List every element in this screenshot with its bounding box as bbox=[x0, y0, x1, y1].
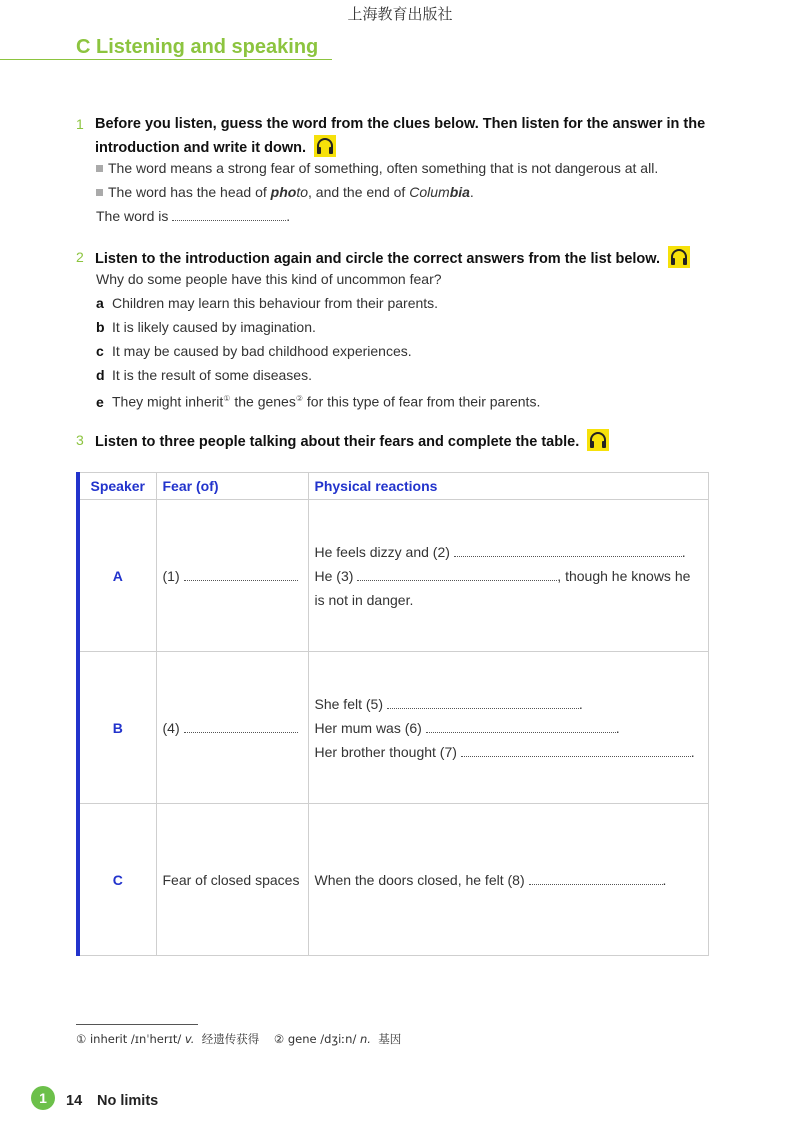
clue-1: The word means a strong fear of something, often something that is not dangerous at all. bbox=[96, 158, 658, 178]
speaker-cell: B bbox=[78, 652, 156, 804]
blank-6[interactable] bbox=[426, 720, 616, 733]
page-number: 14 bbox=[66, 1093, 83, 1109]
question-2-instruction: Listen to the introduction again and circle the correct answers from the list below. bbox=[95, 246, 755, 270]
question-1-number: 1 bbox=[76, 116, 84, 132]
headphones-icon[interactable] bbox=[587, 429, 609, 451]
section-divider bbox=[0, 59, 332, 60]
answer-line: The word is . bbox=[96, 208, 291, 224]
reactions-cell: When the doors closed, he felt (8) . bbox=[308, 804, 709, 956]
publisher-name: 上海教育出版社 bbox=[347, 5, 453, 23]
blank-8[interactable] bbox=[529, 872, 663, 885]
option-c[interactable]: c It may be caused by bad childhood experiences. bbox=[96, 343, 412, 359]
option-a[interactable]: a Children may learn this behaviour from their parents. bbox=[96, 295, 439, 311]
question-2-number: 2 bbox=[76, 249, 84, 265]
blank-3[interactable] bbox=[357, 568, 557, 581]
headphones-icon[interactable] bbox=[314, 135, 336, 157]
clue-2: The word has the head of photo, and the end of Columbia. bbox=[96, 182, 474, 202]
table-row bbox=[78, 500, 709, 652]
table-row bbox=[78, 804, 709, 956]
square-bullet-icon bbox=[96, 165, 103, 172]
blank-2[interactable] bbox=[454, 544, 682, 557]
question-3-instruction: Listen to three people talking about their fears and complete the table. bbox=[95, 429, 715, 453]
blank-1[interactable] bbox=[184, 568, 298, 581]
speaker-cell: A bbox=[78, 500, 156, 652]
headphones-icon[interactable] bbox=[668, 246, 690, 268]
fears-table bbox=[76, 472, 709, 956]
question-2-prompt: Why do some people have this kind of uncommon fear? bbox=[96, 271, 442, 287]
reactions-cell: She felt (5) . Her mum was (6) . Her brother thought (7) . bbox=[308, 652, 709, 804]
footnote-divider bbox=[76, 1024, 198, 1025]
square-bullet-icon bbox=[96, 189, 103, 196]
table-row bbox=[78, 652, 709, 804]
fear-cell: (1) bbox=[156, 500, 308, 652]
question-1-instruction bbox=[95, 113, 735, 159]
section-title: C Listening and speaking bbox=[76, 36, 319, 58]
header-reactions: Physical reactions bbox=[308, 473, 709, 500]
footnote: ① inherit /ɪnˈherɪt/ v. 经遗传获得 ② gene /dʒiːn/ n. 基因 bbox=[76, 1032, 402, 1046]
table-header-row bbox=[78, 473, 709, 500]
fear-cell: Fear of closed spaces bbox=[156, 804, 308, 956]
question-1-line2: introduction and write it down. bbox=[95, 140, 307, 156]
question-1-line1: Before you listen, guess the word from the clues below. Then listen for the answer in the bbox=[95, 116, 706, 132]
unit-title: No limits bbox=[97, 1093, 159, 1109]
option-e[interactable]: e They might inherit① the genes② for this type of fear from their parents. bbox=[96, 393, 541, 410]
blank-7[interactable] bbox=[461, 744, 691, 757]
option-b[interactable]: b It is likely caused by imagination. bbox=[96, 319, 316, 335]
speaker-cell: C bbox=[78, 804, 156, 956]
header-fear: Fear (of) bbox=[156, 473, 308, 500]
unit-badge: 1 bbox=[31, 1086, 55, 1110]
option-d[interactable]: d It is the result of some diseases. bbox=[96, 367, 312, 383]
fear-cell: (4) bbox=[156, 652, 308, 804]
answer-blank[interactable] bbox=[172, 208, 286, 221]
header-speaker: Speaker bbox=[78, 473, 156, 500]
blank-4[interactable] bbox=[184, 720, 298, 733]
question-3-number: 3 bbox=[76, 432, 84, 448]
blank-5[interactable] bbox=[387, 696, 579, 709]
reactions-cell: He feels dizzy and (2) . He (3) , though he knows he is not in danger. bbox=[308, 500, 709, 652]
